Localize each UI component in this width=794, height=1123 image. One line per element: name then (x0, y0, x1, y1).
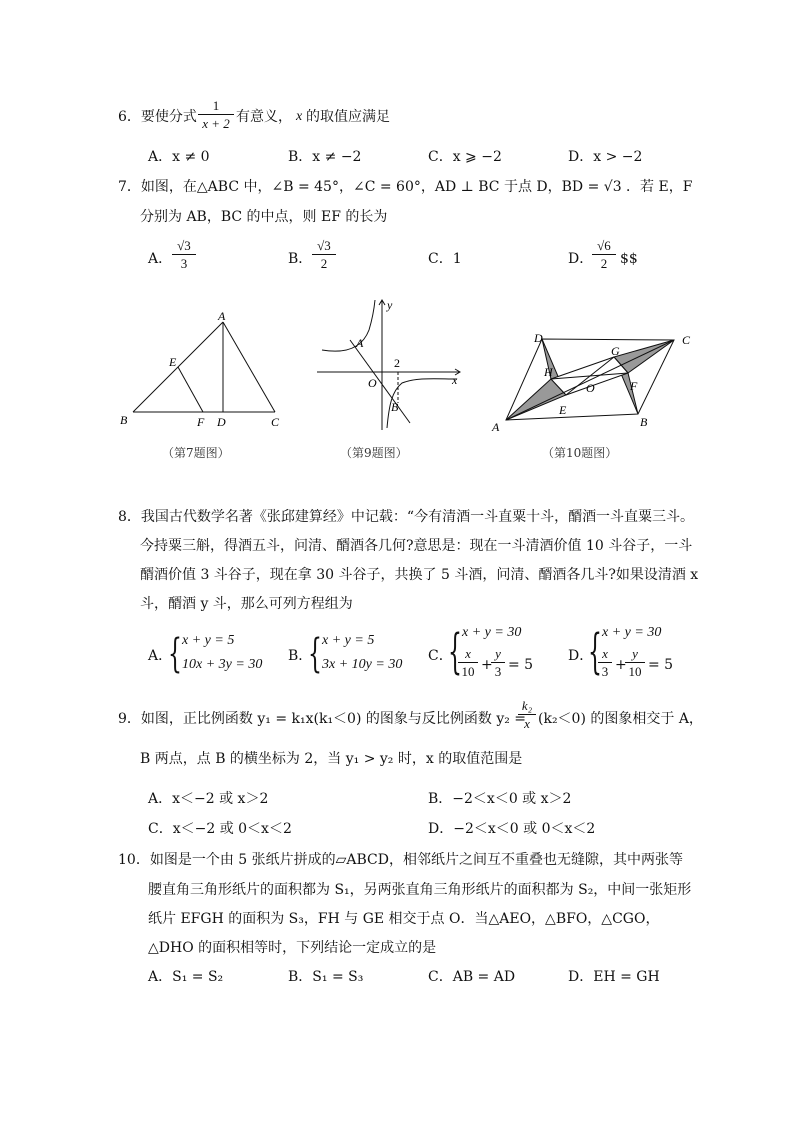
q8-option-c-frac2-num: y (495, 646, 501, 661)
q10-option-c: C．AB = AD (428, 969, 516, 985)
fig10-line-ac (506, 340, 674, 420)
fig10-label-d: D (534, 331, 543, 345)
fig10-label-a: A (492, 420, 500, 433)
q8-option-c-frac2 (491, 646, 505, 679)
q7-option-a-frac (172, 238, 196, 271)
q7-option-d-label: D． (568, 251, 594, 267)
q7-line-2: 分别为 AB，BC 的中点，则 EF 的长为 (140, 209, 388, 225)
q8-option-c-frac1 (458, 646, 478, 679)
q8-option-d-eq1: x + y = 30 (602, 625, 662, 640)
q10-line-4: △DHO 的面积相等时，下列结论一定成立的是 (148, 940, 437, 956)
fig9-label-y: y (387, 298, 393, 312)
q6-option-c: C．x ⩾ −2 (428, 149, 502, 165)
q7-option-d-frac (592, 238, 616, 271)
q8-option-d-brace: { (588, 624, 602, 680)
q7-option-d-tail: $$ (620, 251, 638, 267)
fig9-line-y1 (350, 340, 410, 423)
q6-fraction-den: x + 2 (202, 116, 230, 131)
q7-option-b-label: B． (288, 251, 313, 267)
fig7-label-f: F (197, 415, 205, 429)
fig10-label-g: G (611, 344, 620, 358)
q6-stem-c: 的取值应满足 (306, 109, 390, 125)
q8-option-c-eq1: x + y = 30 (462, 625, 522, 640)
q6-fraction (198, 98, 234, 131)
q10-line-1: 10．如图是一个由 5 张纸片拼成的▱ABCD，相邻纸片之间互不重叠也无缝隙，其中两张等 (118, 852, 683, 868)
q8-option-c-eq: = 5 (508, 657, 534, 673)
q7-option-d-num: √6 (597, 238, 611, 253)
q8-line-4: 斗，醑酒 y 斗，那么可列方程组为 (140, 596, 353, 612)
q6-stem-b: 有意义， (236, 109, 292, 125)
fig10-label-f: F (630, 379, 638, 393)
q7-option-c: C．1 (428, 251, 462, 267)
q8-line-3: 醑酒价值 3 斗谷子，现在拿 30 斗谷子，共换了 5 斗酒，问清、醑酒各几斗?如果设清酒 x (140, 567, 699, 583)
fig9-label-b: B (391, 400, 399, 414)
q8-option-d-frac2-num: y (632, 646, 638, 661)
q8-option-d-frac1 (598, 646, 612, 679)
figure-9 (312, 295, 467, 435)
fig9-label-a: A (356, 336, 364, 350)
q9-option-c: C．x＜−2 或 0＜x＜2 (148, 821, 292, 837)
q10-option-a: A．S₁ = S₂ (148, 969, 224, 985)
q8-option-b-eq1: x + y = 5 (322, 633, 375, 648)
fig7-label-a: A (218, 309, 226, 323)
fig10-label-c: C (682, 333, 691, 347)
q7-option-b-den: 2 (320, 256, 328, 271)
q8-option-d-frac1-num: x (602, 646, 608, 661)
figure-10 (486, 328, 696, 433)
q6-option-d: D．x > −2 (568, 149, 643, 165)
q9-fraction-num: k₂ (521, 698, 533, 713)
q6-var: x (296, 109, 303, 124)
fig7-label-c: C (271, 415, 280, 429)
q8-option-c-plus: + (481, 657, 493, 673)
q8-option-c-frac1-den: 10 (461, 664, 475, 679)
q9-option-a: A．x＜−2 或 x＞2 (148, 791, 269, 807)
q8-option-d-frac2 (625, 646, 645, 679)
fig10-label-h: H (544, 365, 553, 379)
q10-option-d: D．EH = GH (568, 969, 660, 985)
q8-option-c-brace: { (448, 624, 462, 680)
fig9-hyperbola-upper (322, 300, 375, 351)
q8-option-c-label: C． (428, 648, 453, 664)
q8-option-a-brace: { (168, 631, 182, 677)
fig9-label-x: x (452, 373, 458, 387)
q8-option-b-eq2: 3x + 10y = 30 (322, 657, 403, 672)
q8-option-c-frac2-den: 3 (494, 664, 502, 679)
q7-option-d-den: 2 (600, 256, 608, 271)
q9-line-2: B 两点，点 B 的横坐标为 2，当 y₁ > y₂ 时，x 的取值范围是 (140, 751, 523, 767)
q10-line-2: 腰直角三角形纸片的面积都为 S₁，另两张直角三角形纸片的面积都为 S₂，中间一张矩形 (148, 882, 692, 898)
q8-option-d-plus: + (615, 657, 627, 673)
q8-option-c-frac1-num: x (465, 646, 471, 661)
q6-stem-a: 6．要使分式 (118, 109, 197, 125)
q7-option-a-den: 3 (180, 256, 188, 271)
q8-option-a-eq1: x + y = 5 (182, 633, 235, 648)
q7-option-b-frac (312, 238, 336, 271)
fig10-label-b: B (640, 415, 648, 429)
fig7-caption: （第7题图） (162, 446, 230, 460)
q8-option-a-eq2: 10x + 3y = 30 (182, 657, 263, 672)
q9-fraction (518, 698, 536, 731)
figure-7 (115, 308, 300, 433)
q10-option-b: B．S₁ = S₃ (288, 969, 364, 985)
q8-option-d-frac1-den: 3 (601, 664, 609, 679)
fig10-label-o: O (586, 381, 595, 395)
q10-line-3: 纸片 EFGH 的面积为 S₃，FH 与 GE 相交于点 O．当△AEO，△BFO，△CGO， (148, 911, 660, 927)
q6-option-b: B．x ≠ −2 (288, 149, 362, 165)
fig9-caption: （第9题图） (340, 446, 408, 460)
q7-line-1: 7．如图，在△ABC 中，∠B = 45°，∠C = 60°，AD ⊥ BC 于点 D，BD = √3 ．若 E，F (118, 179, 693, 195)
q8-option-d-label: D． (568, 648, 594, 664)
q7-option-b-num: √3 (317, 238, 331, 253)
fig7-segment-ef (178, 367, 203, 412)
q8-option-a-label: A． (148, 648, 173, 664)
fig10-label-e: E (559, 403, 567, 417)
q9-line-1a: 9．如图，正比例函数 y₁ = k₁x(k₁＜0) 的图象与反比例函数 y₂ = (118, 711, 527, 727)
q8-line-1: 8．我国古代数学名著《张邱建算经》中记载：“今有清酒一斗直粟十斗，醑酒一斗直粟三斗。 (118, 509, 695, 525)
fig7-label-b: B (120, 413, 128, 427)
q9-fraction-den: x (524, 716, 530, 731)
fig7-side-ac (223, 322, 275, 412)
q7-option-a-num: √3 (177, 238, 191, 253)
q6-option-a: A．x ≠ 0 (148, 149, 210, 165)
q6-fraction-num: 1 (212, 98, 220, 113)
fig7-label-d: D (217, 415, 226, 429)
q9-option-d: D．−2＜x＜0 或 0＜x＜2 (428, 821, 596, 837)
fig9-label-2: 2 (394, 356, 400, 370)
q7-option-a-label: A． (148, 251, 173, 267)
q8-option-d-frac2-den: 10 (628, 664, 642, 679)
q8-option-b-label: B． (288, 648, 313, 664)
q9-option-b: B．−2＜x＜0 或 x＞2 (428, 791, 572, 807)
q8-option-d-eq: = 5 (648, 657, 674, 673)
fig9-label-o: O (368, 376, 377, 390)
fig7-label-e: E (169, 355, 177, 369)
fig10-caption: （第10题图） (542, 446, 618, 460)
q8-line-2: 今持粟三斛，得酒五斗，问清、醑酒各几何?意思是：现在一斗清酒价值 10 斗谷子，一斗 (140, 538, 693, 554)
q9-line-1b: (k₂＜0) 的图象相交于 A， (538, 711, 703, 727)
q8-option-b-brace: { (308, 631, 322, 677)
